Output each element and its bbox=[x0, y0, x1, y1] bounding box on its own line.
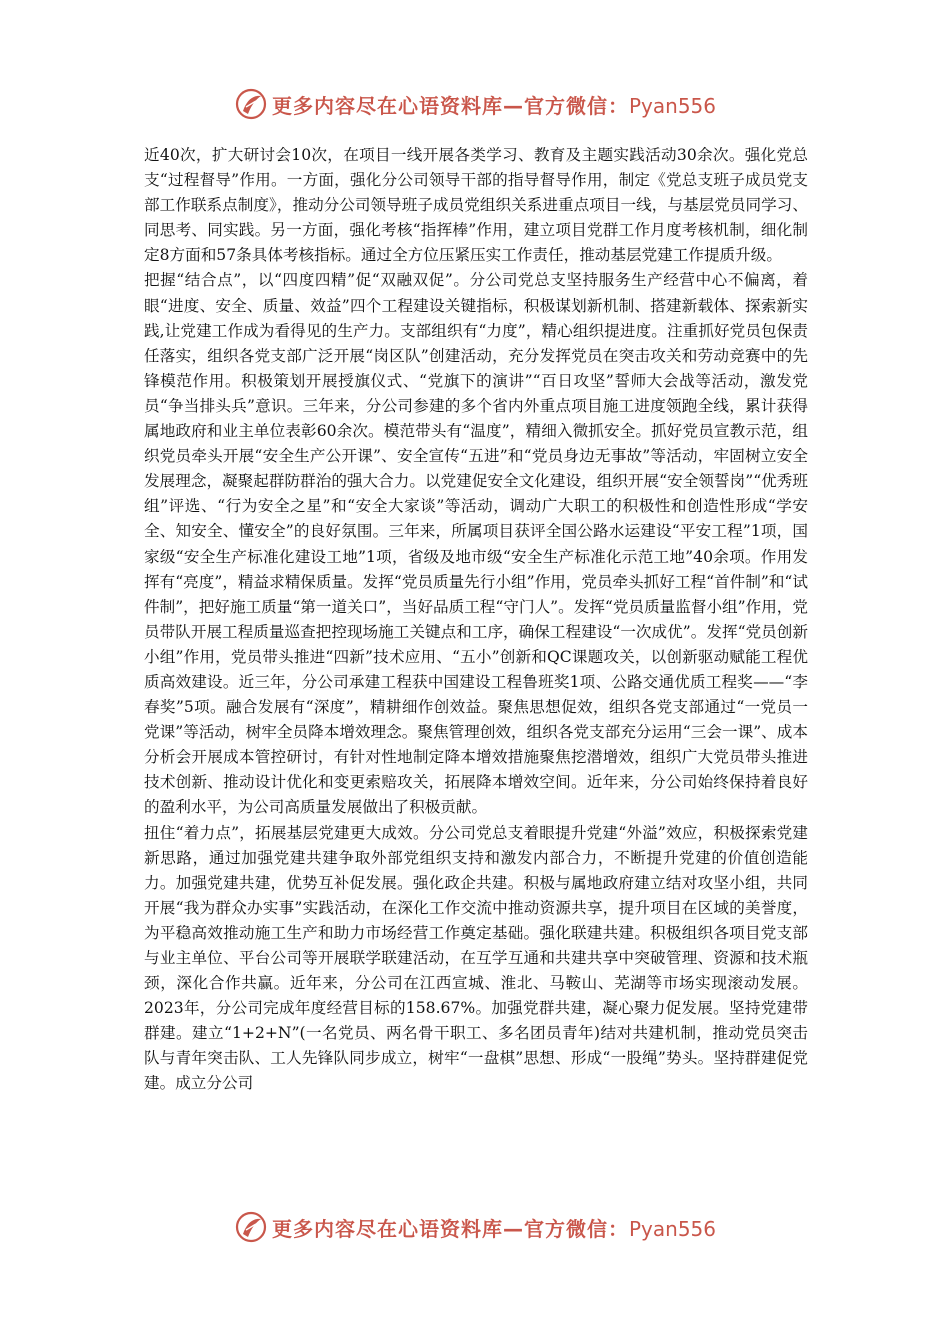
watermark-banner-bottom bbox=[0, 1207, 950, 1247]
logo-icon bbox=[234, 87, 268, 121]
watermark-text: 更多内容尽在心语资料库—官方微信：Pyan556 bbox=[271, 1216, 716, 1241]
watermark-banner-top bbox=[0, 84, 950, 124]
logo-icon bbox=[234, 1210, 268, 1244]
watermark-text: 更多内容尽在心语资料库—官方微信：Pyan556 bbox=[271, 93, 716, 118]
paragraph-3: 扭住“着力点”，拓展基层党建更大成效。分公司党总支着眼提升党建“外溢”效应，积极探索党建新思路，通过加强党建共建争取外部党组织支持和激发内部合力，不断提升党建的价值创造能力。加强党建共建，优势互补促发展。强化政企共建。积极与属地政府建立结对攻坚小组，共同开展“我为群众办实事”实践活动，在深化工作交流中推动资源共享，提升项目在区域的美誉度，为平稳高效推动施工生产和助力市场经营工作奠定基础。强化联建共建。积极组织各项目党支部与业主单位、平台公司等开展联学联建活动，在互学互通和共建共享中突破管理、资源和技术瓶颈，深化合作共赢。近年来，分公司在江西宣城、淮北、马鞍山、芜湖等市场实现滚动发展。2023年，分公司完成年度经营目标的158.67%。加强党群共建，凝心聚力促发展。坚持党建带群建。建立“1+2+N”(一名党员、两名骨干职工、多名团员青年)结对共建机制，推动党员突击队与青年突击队、工人先锋队同步成立，树牢“一盘棋”思想、形成“一股绳”势头。坚持群建促党建。成立分公司 bbox=[144, 823, 808, 1093]
paragraph-2: 把握“结合点”，以“四度四精”促“双融双促”。分公司党总支坚持服务生产经营中心不偏离，着眼“进度、安全、质量、效益”四个工程建设关键指标，积极谋划新机制、搭建新载体、探索新实践,让党建工作成为看得见的生产力。支部组织有“力度”，精心组织提进度。注重抓好党员包保责任落实，组织各党支部广泛开展“岗区队”创建活动，充分发挥党员在突击攻关和劳动竞赛中的先锋模范作用。积极策划开展授旗仪式、“党旗下的演讲”“百日攻坚”誓师大会战等活动，激发党员“争当排头兵”意识。三年来，分公司参建的多个省内外重点项目施工进度领跑全线，累计获得属地政府和业主单位表彰60余次。模范带头有“温度”，精细入微抓安全。抓好党员宣教示范，组织党员牵头开展“安全生产公开课”、安全宣传“五进”和“党员身边无事故”等活动，牢固树立安全发展理念，凝聚起群防群治的强大合力。以党建促安全文化建设，组织开展“安全领誓岗”“优秀班组”评选、“行为安全之星”和“安全大家谈”等活动，调动广大职工的积极性和创造性形成“学安全、知安全、懂安全”的良好氛围。三年来，所属项目获评全国公路水运建设“平安工程”1项，国家级“安全生产标准化建设工地”1项，省级及地市级“安全生产标准化示范工地”40余项。作用发挥有“亮度”，精益求精保质量。发挥“党员质量先行小组”作用，党员牵头抓好工程“首件制”和“试件制”，把好施工质量“第一道关口”，当好品质工程“守门人”。发挥“党员质量监督小组”作用，党员带队开展工程质量巡查把控现场施工关键点和工序，确保工程建设“一次成优”。发挥“党员创新小组”作用，党员带头推进“四新”技术应用、“五小”创新和QC课题攻关，以创新驱动赋能工程优质高效建设。近三年，分公司承建工程获中国建设工程鲁班奖1项、公路交通优质工程奖——“李春奖”5项。融合发展有“深度”，精耕细作创效益。聚焦思想促效，组织各党支部通过“一党员一党课”等活动，树牢全员降本增效理念。聚焦管理创效，组织各党支部充分运用“三会一课”、成本分析会开展成本管控研讨，有针对性地制定降本增效措施聚焦挖潜增效，组织广大党员带头推进技术创新、推动设计优化和变更索赔攻关，拓展降本增效空间。近年来，分公司始终保持着良好的盈利水平，为公司高质量发展做出了积极贡献。 bbox=[144, 271, 808, 817]
document-body bbox=[144, 143, 808, 1097]
paragraph-1: 近40次，扩大研讨会10次，在项目一线开展各类学习、教育及主题实践活动30余次。强化党总支“过程督导”作用。一方面，强化分公司领导干部的指导督导作用，制定《党总支班子成员党支部工作联系点制度》，推动分公司领导班子成员党组织关系进重点项目一线，与基层党员同学习、同思考、同实践。另一方面，强化考核“指挥棒”作用，建立项目党群工作月度考核机制，细化制定8方面和57条具体考核指标。通过全方位压紧压实工作责任，推动基层党建工作提质升级。 bbox=[144, 146, 808, 265]
